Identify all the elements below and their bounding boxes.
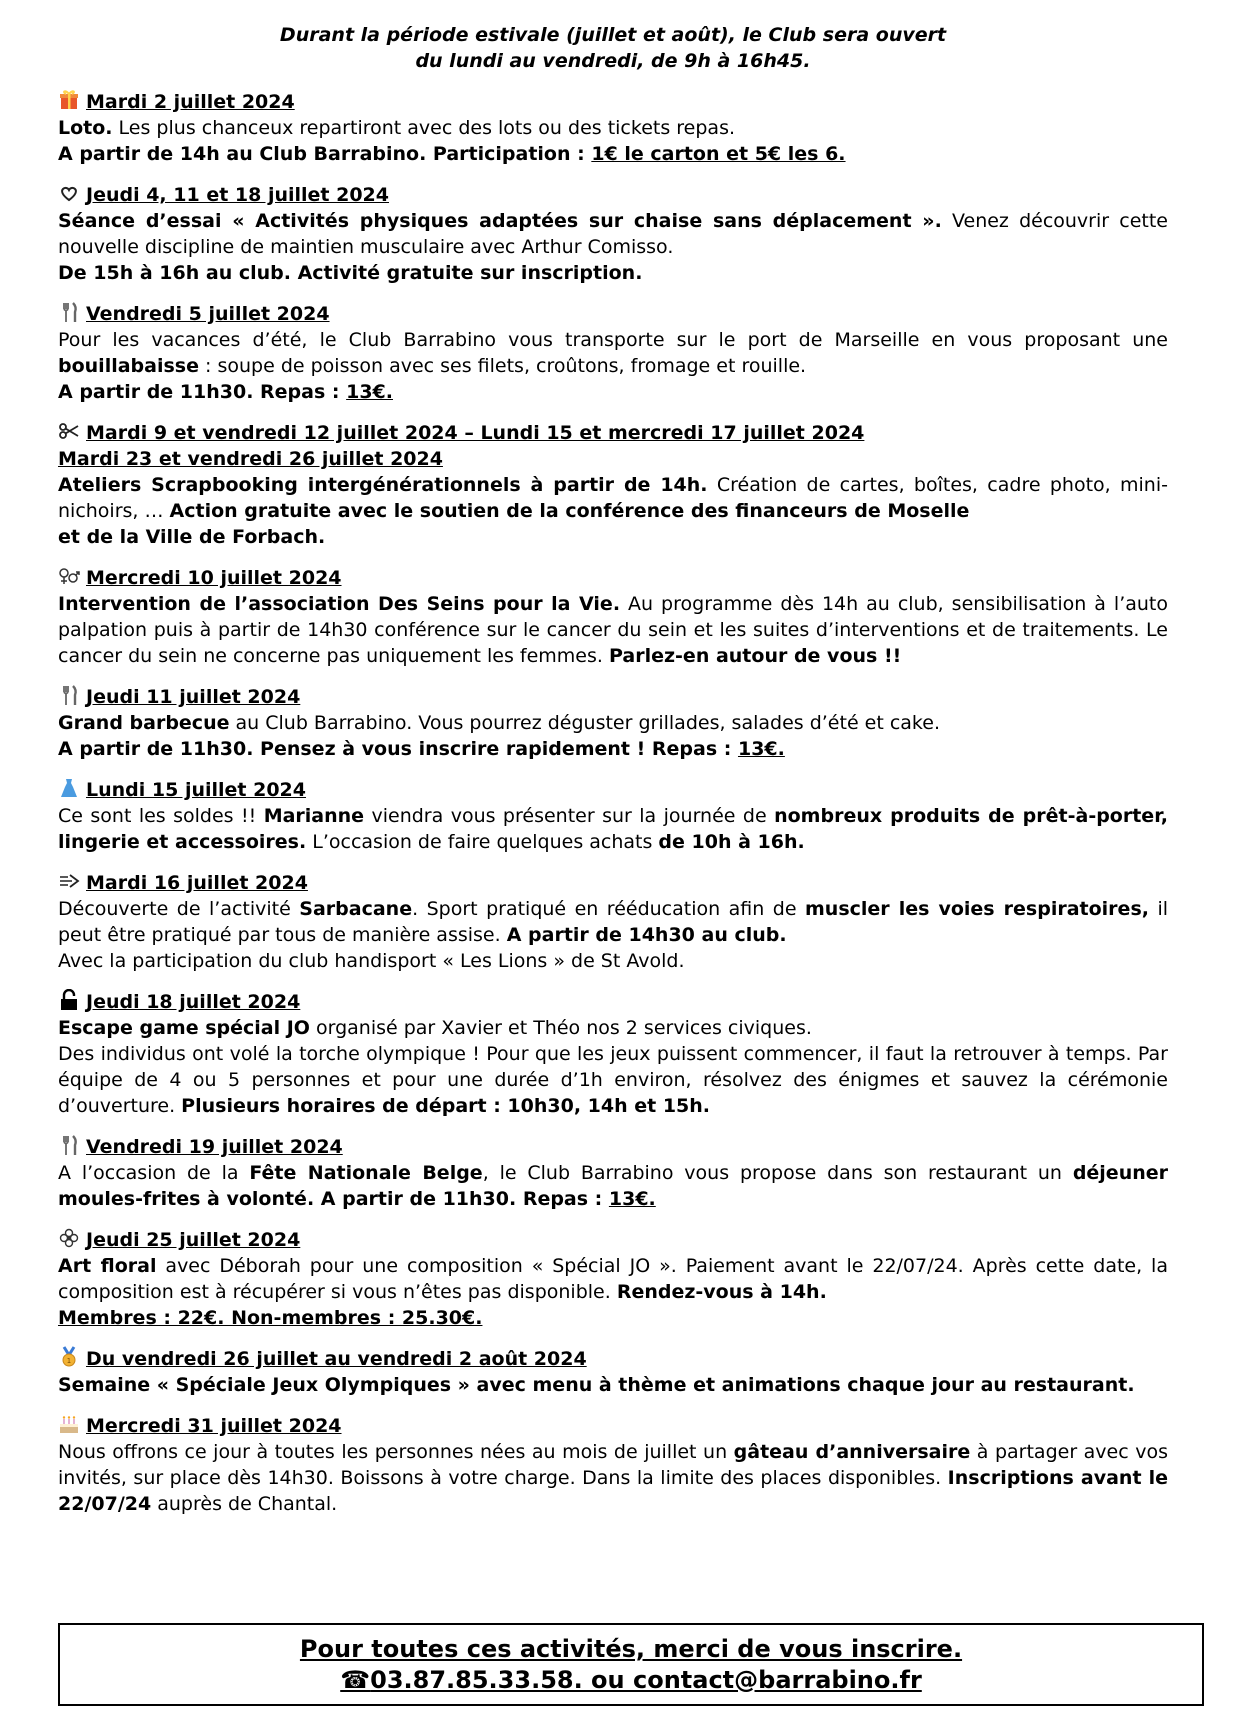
event-text-bold: De 15h à 16h au club. Activité gratuite sur inscription. <box>58 262 643 284</box>
event-title: Du vendredi 26 juillet au vendredi 2 août 2024 <box>86 1348 587 1370</box>
event-title: Mardi 9 et vendredi 12 juillet 2024 – Lundi 15 et mercredi 17 juillet 2024 <box>86 422 865 444</box>
event-text: Venez découvrir cette nouvelle discipline de maintien musculaire avec Arthur Comisso. <box>58 210 1168 258</box>
event-text-bold: bouillabaisse <box>58 355 199 377</box>
gender-icon <box>58 565 80 587</box>
event-text: A l’occasion de la <box>58 1162 250 1184</box>
event-item <box>58 684 1168 762</box>
event-text-bold: Séance d’essai « Activités physiques adaptées sur chaise sans déplacement ». <box>58 210 942 232</box>
event-text-bold: gâteau d’anniversaire <box>733 1441 971 1463</box>
event-text: viendra vous présenter sur la journée de <box>364 805 775 827</box>
event-title: Jeudi 25 juillet 2024 <box>86 1229 301 1251</box>
scissors-icon <box>58 420 80 442</box>
event-text-bold: A partir de 11h30. Repas : <box>58 381 347 403</box>
phone-icon: ☎ <box>340 1666 371 1694</box>
event-item <box>58 1413 1168 1517</box>
event-text: Des individus ont volé la torche olympique ! Pour que les jeux puissent commencer, il faut la retrouver à temps. Par équipe de 4 ou 5 personnes et pour une durée d’1h environ, résolvez des énigmes et sauvez la cérémonie d’ouverture. <box>58 1043 1168 1117</box>
footer-line-1: Pour toutes ces activités, merci de vous inscrire. <box>299 1635 963 1663</box>
lock-icon <box>58 989 80 1011</box>
heart-icon <box>58 182 80 204</box>
event-text-bold: Escape game spécial JO <box>58 1017 310 1039</box>
footer-contact[interactable]: 03.87.85.33.58. ou contact@barrabino.fr <box>370 1666 922 1694</box>
fork-knife-icon <box>58 1134 80 1156</box>
event-text: organisé par Xavier et Théo nos 2 services civiques. <box>309 1017 812 1039</box>
event-text-bold: Fête Nationale Belge <box>249 1162 483 1184</box>
event-price: 13€. <box>737 738 785 760</box>
event-text-bold: Art floral <box>58 1255 157 1277</box>
event-item <box>58 301 1168 405</box>
cake-icon <box>58 1413 80 1435</box>
intro <box>58 22 1168 74</box>
event-text-bold: muscler les voies respiratoires, <box>805 898 1149 920</box>
event-text-bold: de 10h à 16h. <box>658 831 805 853</box>
footer-contact-box <box>58 1623 1204 1706</box>
event-title: Vendredi 19 juillet 2024 <box>86 1136 343 1158</box>
event-text: Pour les vacances d’été, le Club Barrabino vous transporte sur le port de Marseille en vous proposant une <box>58 329 1168 351</box>
event-text-bold: Semaine « Spéciale Jeux Olympiques » avec menu à thème et animations chaque jour au restaurant. <box>58 1374 1135 1396</box>
event-text-bold: Marianne <box>263 805 365 827</box>
event-text: Au programme dès 14h au club, sensibilisation à l’auto palpation puis à partir de 14h30 conférence sur le cancer du sein et les suites d’interventions et de traitements. Le cancer du sein ne concerne pas uniquement les femmes. <box>58 593 1168 667</box>
event-price: 1€ le carton et 5€ les 6. <box>591 143 846 165</box>
event-text-bold: Parlez-en autour de vous !! <box>608 645 902 667</box>
event-text-bold: A partir de 14h au Club Barrabino. Participation : <box>58 143 592 165</box>
event-text: à partager avec vos invités, sur place dès 14h30. Boissons à votre charge. Dans la limite des places disponibles. <box>58 1441 1168 1489</box>
event-text-bold: Rendez-vous à 14h. <box>616 1281 827 1303</box>
event-price: Membres : 22€. Non-membres : 25.30€. <box>58 1307 483 1329</box>
event-text: Ce sont les soldes !! <box>58 805 264 827</box>
intro-line-1: Durant la période estivale (juillet et août), le Club sera ouvert <box>279 24 947 46</box>
event-title: Jeudi 11 juillet 2024 <box>86 686 301 708</box>
event-text: , le Club Barrabino vous propose dans son restaurant un <box>482 1162 1073 1184</box>
event-text-bold: nombreux produits de prêt-à-porter, lingerie et accessoires. <box>58 805 1168 853</box>
event-text-bold: et de la Ville de Forbach. <box>58 526 326 548</box>
event-text-bold: A partir de 14h30 au club. <box>506 924 787 946</box>
event-price: 13€. <box>346 381 393 403</box>
event-title-secondary: Mardi 23 et vendredi 26 juillet 2024 <box>58 448 443 470</box>
event-text: Découverte de l’activité <box>58 898 300 920</box>
event-text-bold: Intervention de l’association Des Seins pour la Vie. <box>58 593 621 615</box>
event-text: auprès de Chantal. <box>151 1493 338 1515</box>
event-text: il peut être pratiqué par tous de manière assise. <box>58 898 1169 946</box>
event-item <box>58 870 1168 974</box>
event-text-bold: A partir de 11h30. Pensez à vous inscrire rapidement ! Repas : <box>58 738 738 760</box>
medal-icon <box>58 1346 80 1368</box>
event-text-bold: Ateliers Scrapbooking intergénérationnels à partir de 14h. <box>58 474 708 496</box>
event-title: Jeudi 18 juillet 2024 <box>86 991 301 1013</box>
event-text-bold: déjeuner moules-frites à volonté. A partir de 11h30. Repas : <box>58 1162 1169 1210</box>
event-text: avec Déborah pour une composition « Spécial JO ». Paiement avant le 22/07/24. Après cette date, la composition est à récupérer si vous n’êtes pas disponible. <box>58 1255 1168 1303</box>
event-text: Nous offrons ce jour à toutes les personnes nées au mois de juillet un <box>58 1441 734 1463</box>
event-title: Mardi 2 juillet 2024 <box>86 91 295 113</box>
event-title: Mardi 16 juillet 2024 <box>86 872 308 894</box>
event-price: 13€. <box>608 1188 656 1210</box>
dress-icon <box>58 777 80 799</box>
event-title: Mercredi 10 juillet 2024 <box>86 567 342 589</box>
event-item <box>58 182 1168 286</box>
svg-text:1: 1 <box>66 1357 72 1365</box>
event-text: Avec la participation du club handisport « Les Lions » de St Avold. <box>58 950 685 972</box>
event-item <box>58 989 1168 1119</box>
event-item <box>58 1227 1168 1331</box>
event-text-bold: Loto. <box>58 117 113 139</box>
event-text: : soupe de poisson avec ses filets, croûtons, fromage et rouille. <box>198 355 807 377</box>
event-item <box>58 420 1168 550</box>
event-text-bold: Grand barbecue <box>58 712 230 734</box>
event-title: Jeudi 4, 11 et 18 juillet 2024 <box>86 184 389 206</box>
event-text: . Sport pratiqué en rééducation afin de <box>412 898 805 920</box>
event-title: Lundi 15 juillet 2024 <box>86 779 306 801</box>
event-text-bold: Inscriptions avant le 22/07/24 <box>58 1467 1168 1515</box>
event-item <box>58 777 1168 855</box>
event-text-bold: Action gratuite avec le soutien de la conférence des financeurs de Moselle <box>169 500 970 522</box>
fork-knife-icon <box>58 301 80 323</box>
fork-knife-icon <box>58 684 80 706</box>
document-page <box>58 22 1168 1532</box>
event-item <box>58 1346 1168 1398</box>
event-item <box>58 1134 1168 1212</box>
flower-icon <box>58 1227 80 1249</box>
event-title: Vendredi 5 juillet 2024 <box>86 303 330 325</box>
event-text: Création de cartes, boîtes, cadre photo, mini-nichoirs, … <box>58 474 1168 522</box>
arrow-icon <box>58 870 80 892</box>
event-text: Les plus chanceux repartiront avec des lots ou des tickets repas. <box>112 117 736 139</box>
event-text-bold: Plusieurs horaires de départ : 10h30, 14h et 15h. <box>181 1095 711 1117</box>
event-title: Mercredi 31 juillet 2024 <box>86 1415 342 1437</box>
event-text: au Club Barrabino. Vous pourrez déguster grillades, salades d’été et cake. <box>229 712 940 734</box>
event-item <box>58 565 1168 669</box>
event-item <box>58 89 1168 167</box>
event-text-bold: Sarbacane <box>299 898 413 920</box>
intro-line-2: du lundi au vendredi, de 9h à 16h45. <box>415 50 811 72</box>
event-text: L’occasion de faire quelques achats <box>306 831 659 853</box>
gift-icon <box>58 89 80 111</box>
